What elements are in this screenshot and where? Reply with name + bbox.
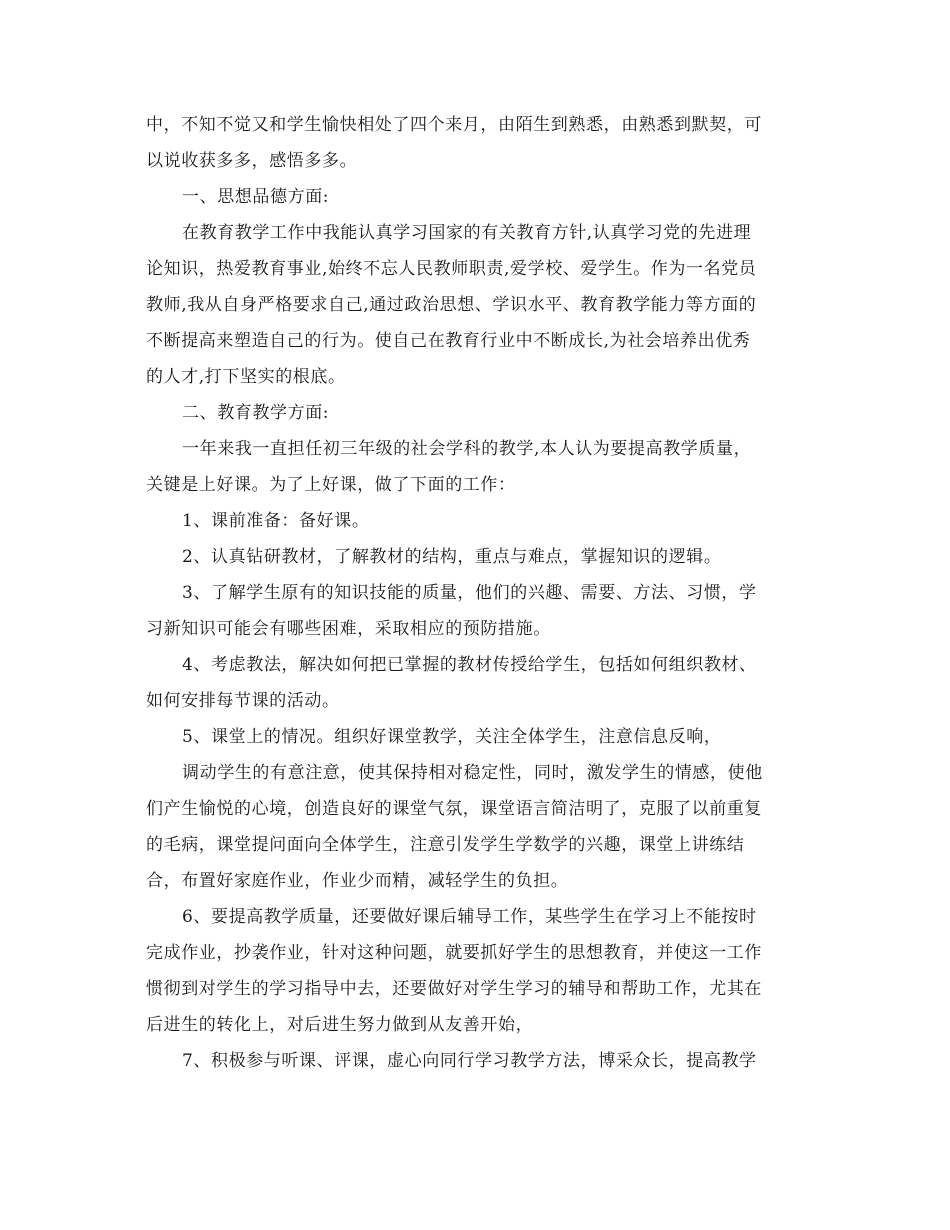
text-line-4: 在教育教学工作中我能认真学习国家的有关教育方针,认真学习党的先进理 — [182, 223, 752, 243]
list-item-5-cont-3: 的毛病，课堂提问面向全体学生，注意引发学生学数学的兴趣，课堂上讲练结 — [146, 835, 745, 855]
list-item-6-cont-3: 后进生的转化上，对后进生努力做到从友善开始， — [146, 1015, 534, 1035]
list-item-6-cont-2: 惯彻到对学生的学习指导中去，还要做好对学生学习的辅导和帮助工作，尤其在 — [146, 979, 762, 999]
text-line-1: 中，不知不觉又和学生愉快相处了四个来月，由陌生到熟悉，由熟悉到默契，可 — [146, 115, 762, 135]
list-item-7: 7、积极参与听课、评课，虚心向同行学习教学方法，博采众长，提高教学 — [182, 1051, 757, 1071]
list-item-5-cont-2: 们产生愉悦的心境，创造良好的课堂气氛，课堂语言简洁明了，克服了以前重复 — [146, 799, 762, 819]
text-line-10: 一年来我一直担任初三年级的社会学科的教学,本人认为要提高教学质量， — [182, 439, 752, 459]
list-item-3-cont: 习新知识可能会有哪些困难，采取相应的预防措施。 — [146, 619, 551, 639]
list-item-2: 2、认真钻研教材，了解教材的结构，重点与难点，掌握知识的逻辑。 — [182, 547, 722, 567]
list-item-5-cont-1: 调动学生的有意注意，使其保持相对稳定性，同时，激发学生的情感，使他 — [182, 763, 763, 783]
text-line-6: 教师,我从自身严格要求自己,通过政治思想、学识水平、教育教学能力等方面的 — [146, 295, 757, 315]
text-line-7: 不断提高来塑造自己的行为。使自己在教育行业中不断成长,为社会培养出优秀 — [146, 331, 751, 351]
list-item-3: 3、了解学生原有的知识技能的质量，他们的兴趣、需要、方法、习惯，学 — [182, 583, 757, 603]
section-heading-2: 二、教育教学方面: — [182, 403, 330, 423]
list-item-1: 1、课前准备：备好课。 — [182, 511, 370, 531]
text-line-5: 论知识，热爱教育事业,始终不忘人民教师职责,爱学校、爱学生。作为一名党员 — [146, 259, 757, 279]
list-item-5: 5、课堂上的情况。组织好课堂教学，关注全体学生，注意信息反响， — [182, 727, 722, 747]
text-line-8: 的人才,打下坚实的根底。 — [146, 367, 346, 387]
text-line-2: 以说收获多多，感悟多多。 — [146, 151, 358, 171]
text-line-11: 关键是上好课。为了上好课，做了下面的工作： — [146, 475, 516, 495]
list-item-5-cont-4: 合，布置好家庭作业，作业少而精，减轻学生的负担。 — [146, 871, 569, 891]
list-item-4-cont: 如何安排每节课的活动。 — [146, 691, 340, 711]
list-item-6-cont-1: 完成作业，抄袭作业，针对这种问题，就要抓好学生的思想教育，并使这一工作 — [146, 943, 762, 963]
section-heading-1: 一、思想品德方面: — [182, 187, 330, 207]
list-item-4: 4、考虑教法，解决如何把已掌握的教材传授给学生，包括如何组织教材、 — [182, 655, 757, 675]
list-item-6: 6、要提高教学质量，还要做好课后辅导工作，某些学生在学习上不能按时 — [182, 907, 757, 927]
